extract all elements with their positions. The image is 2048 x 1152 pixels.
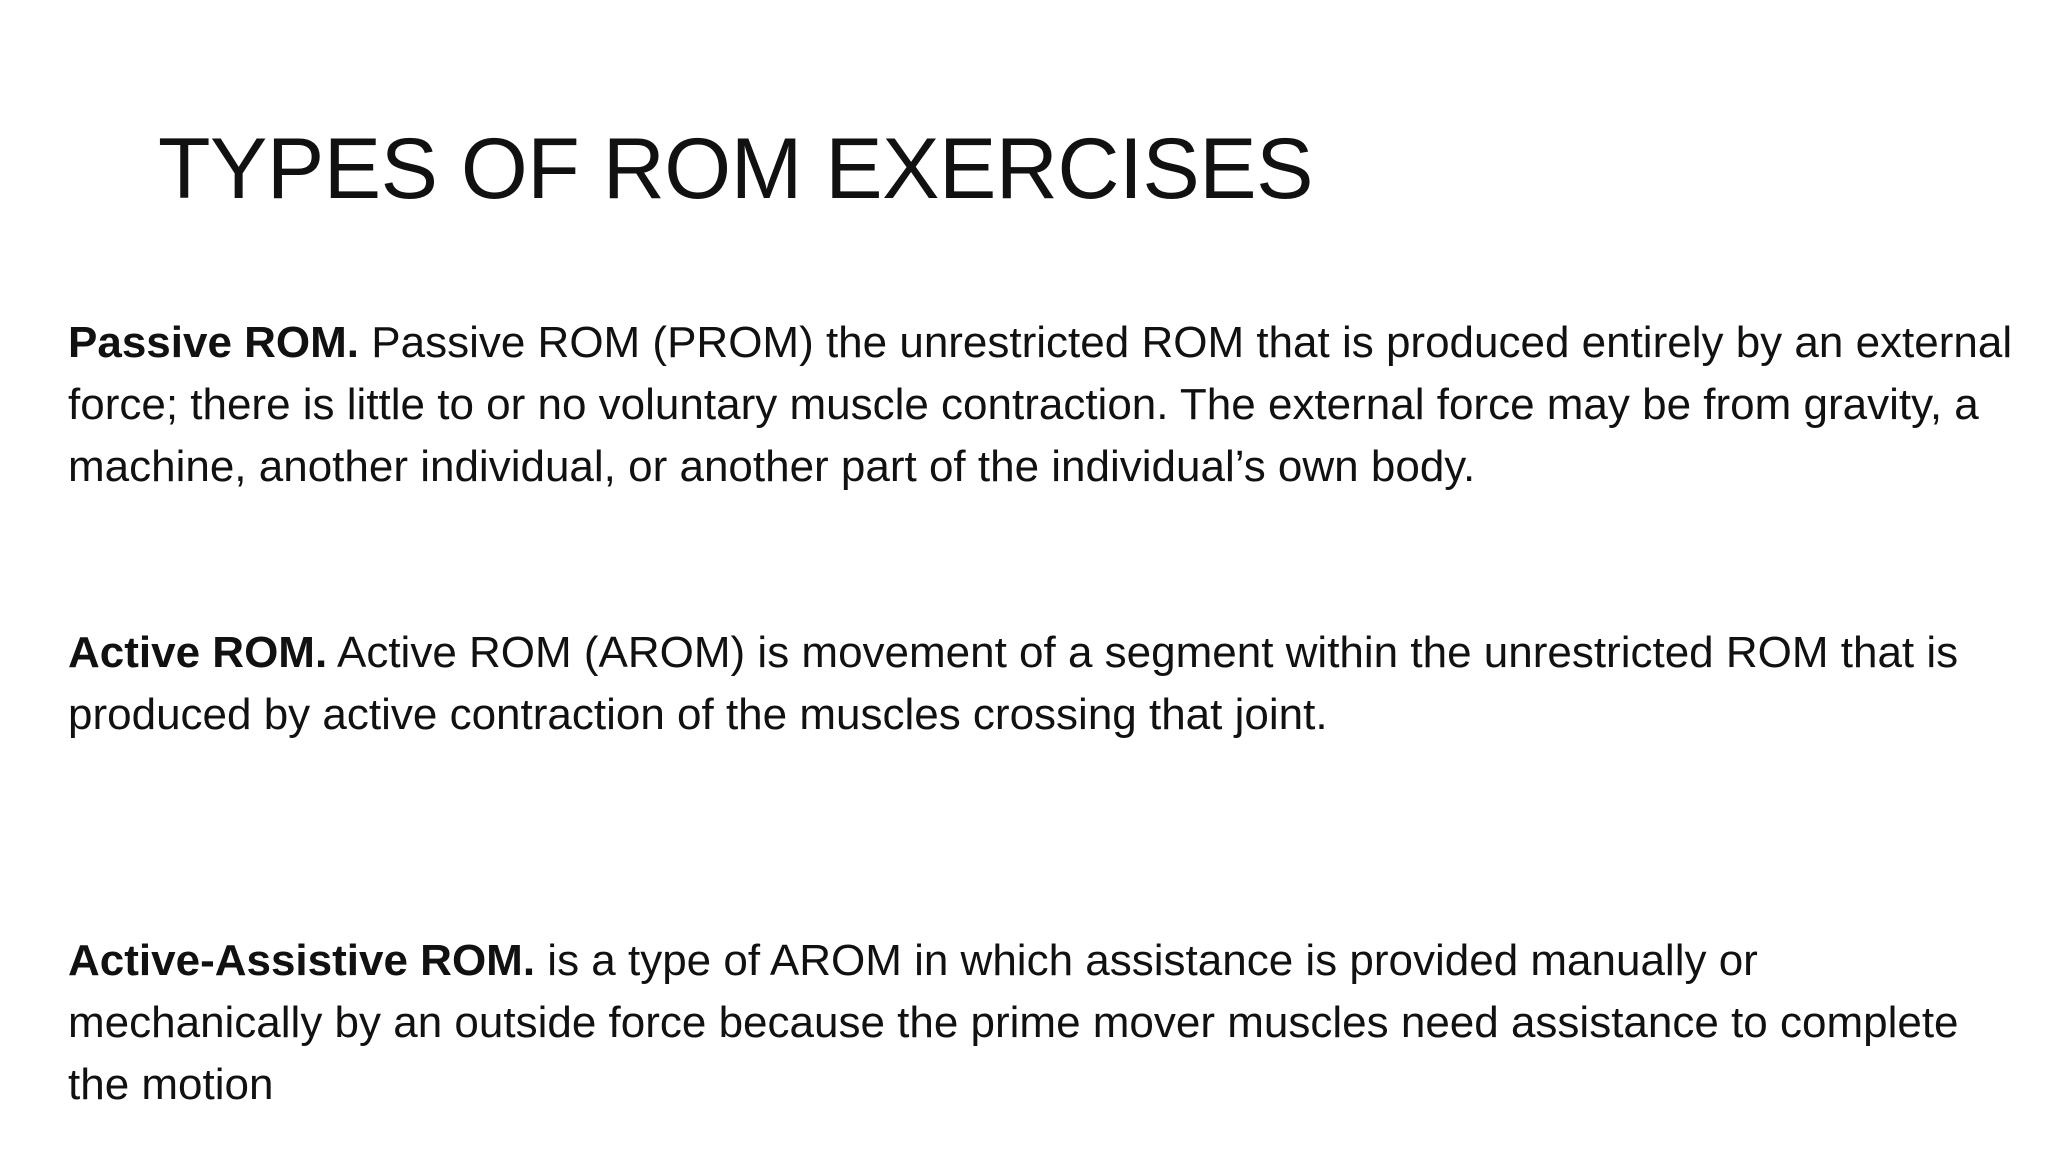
passive-rom-heading: Passive ROM. <box>68 318 360 367</box>
active-assistive-rom-paragraph <box>68 930 2018 1116</box>
active-rom-text: Active ROM (AROM) is movement of a segment within the unrestricted ROM that is produced by active contraction of the muscles crossing that joint. <box>68 628 1959 739</box>
active-assistive-rom-heading: Active-Assistive ROM. <box>68 936 536 985</box>
passive-rom-text: Passive ROM (PROM) the unrestricted ROM that is produced entirely by an external force; there is little to or no voluntary muscle contraction. The external force may be from gravity, a machine, another individual, or another part of the individual’s own body. <box>68 318 2013 491</box>
slide-title: TYPES OF ROM EXERCISES <box>158 121 1313 217</box>
active-rom-paragraph <box>68 622 2018 746</box>
active-rom-heading: Active ROM. <box>68 628 328 677</box>
active-assistive-rom-text: is a type of AROM in which assistance is provided manually or mechanically by an outside force because the prime mover muscles need assistance to complete the motion <box>68 936 1959 1109</box>
passive-rom-paragraph <box>68 312 2018 498</box>
